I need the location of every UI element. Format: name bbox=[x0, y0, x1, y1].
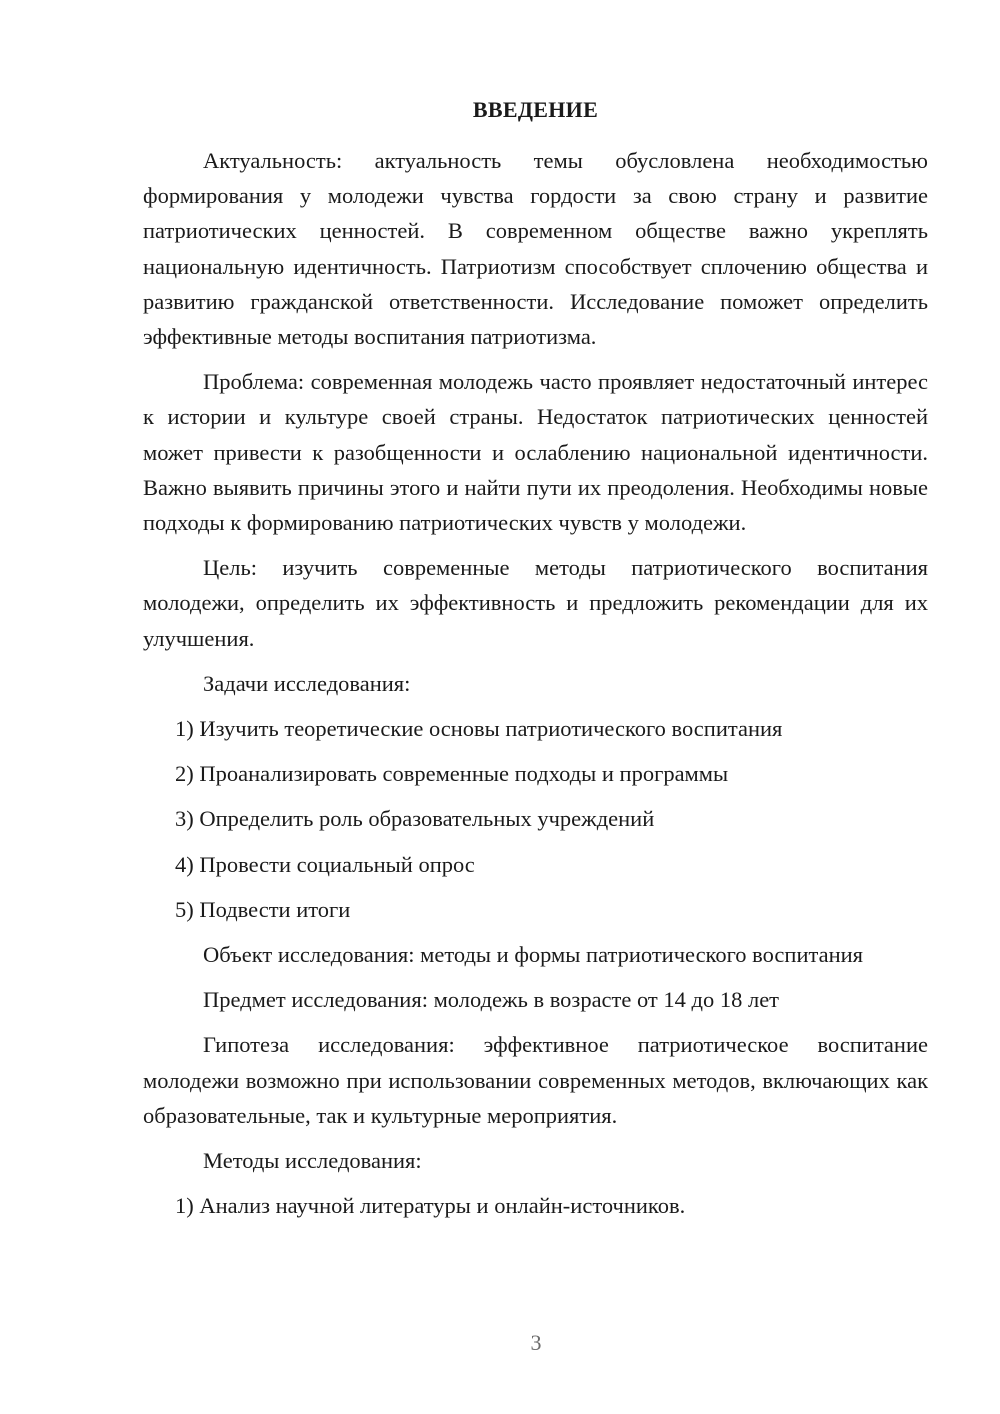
tasks-heading: Задачи исследования: bbox=[203, 670, 411, 696]
task-item-5: 5) Подвести итоги bbox=[175, 896, 351, 922]
relevance-paragraph: Актуальность: актуальность темы обусловлена необходимостью формирования у молодежи чувства гордости за свою страну и развитие патриотических ценностей. В современном обществе важно укреплять национальную идентичность. Патриотизм способствует сплочению общества и развитию гражданской ответственности. Исследование поможет определить эффективные методы воспитания патриотизма. bbox=[143, 148, 928, 350]
problem-paragraph: Проблема: современная молодежь часто проявляет недостаточный интерес к истории и культуре своей страны. Недостаток патриотических ценностей может привести к разобщенности и ослаблению национальной идентичности. Важно выявить причины этого и найти пути их преодоления. Необходимы новые подходы к формированию патриотических чувств у молодежи. bbox=[143, 369, 928, 536]
methods-heading: Методы исследования: bbox=[203, 1148, 422, 1174]
document-page bbox=[143, 92, 928, 1233]
task-item-3: 3) Определить роль образовательных учреждений bbox=[175, 806, 655, 832]
object-paragraph: Объект исследования: методы и формы патриотического воспитания bbox=[203, 942, 864, 968]
hypothesis-paragraph: Гипотеза исследования: эффективное патриотическое воспитание молодежи возможно при использовании современных методов, включающих как образовательные, так и культурные мероприятия. bbox=[143, 1032, 928, 1128]
task-item-1: 1) Изучить теоретические основы патриотического воспитания bbox=[175, 716, 783, 742]
task-item-2: 2) Проанализировать современные подходы и программы bbox=[175, 761, 729, 787]
goal-paragraph: Цель: изучить современные методы патриотического воспитания молодежи, определить их эффективность и предложить рекомендации для их улучшения. bbox=[143, 555, 928, 651]
method-item-1: 1) Анализ научной литературы и онлайн-источников. bbox=[175, 1193, 686, 1219]
subject-paragraph: Предмет исследования: молодежь в возрасте от 14 до 18 лет bbox=[203, 987, 780, 1013]
page-number: 3 bbox=[530, 1330, 542, 1355]
task-item-4: 4) Провести социальный опрос bbox=[175, 851, 475, 877]
section-title: ВВЕДЕНИЕ bbox=[472, 97, 599, 122]
